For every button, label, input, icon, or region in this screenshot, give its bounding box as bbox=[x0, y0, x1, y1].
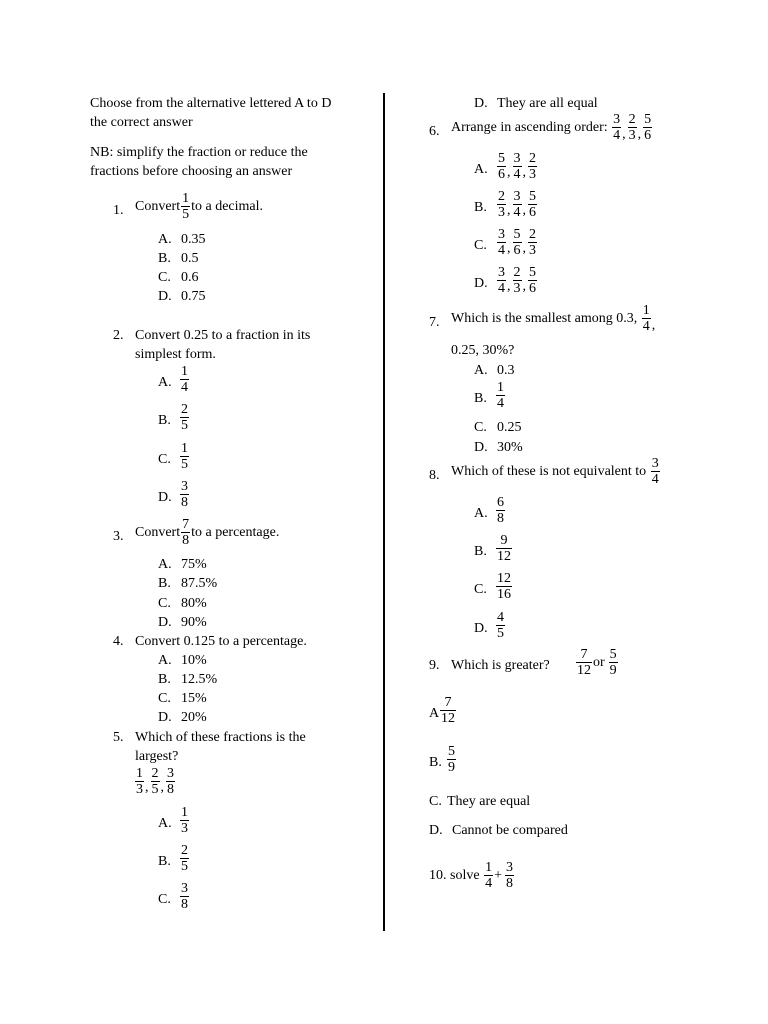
option-letter: A bbox=[429, 706, 440, 721]
question-9-text: Which is greater? bbox=[451, 658, 550, 673]
option-text: 90% bbox=[181, 615, 207, 630]
option-letter: D. bbox=[158, 615, 172, 630]
question-number: 3. bbox=[113, 529, 124, 544]
option-letter: C. bbox=[429, 794, 442, 809]
option-fraction: $\frac{2}{5}$ bbox=[181, 402, 188, 433]
nb-note-line: fractions before choosing an answer bbox=[90, 164, 293, 179]
option-letter: B. bbox=[158, 854, 171, 869]
option-letter: A. bbox=[158, 816, 172, 831]
option-letter: B. bbox=[158, 251, 171, 266]
fraction: $\frac{1}{5}$ bbox=[182, 191, 190, 222]
option-fraction-list: $\frac{2}{3}$ , $\frac{3}{4}$ , $\frac{5}{6}$ bbox=[498, 189, 536, 220]
option-text: 20% bbox=[181, 710, 207, 725]
option-letter: B. bbox=[429, 755, 442, 770]
option-letter: A. bbox=[474, 363, 488, 378]
option-letter: A. bbox=[158, 653, 172, 668]
option-letter: C. bbox=[158, 270, 171, 285]
question-number: 9. bbox=[429, 658, 440, 673]
option-text: 0.25 bbox=[497, 420, 522, 435]
option-letter: B. bbox=[474, 391, 487, 406]
option-text: 15% bbox=[181, 691, 207, 706]
question-number: 2. bbox=[113, 328, 124, 343]
question-number: 5. bbox=[113, 730, 124, 745]
question-4-text: Convert 0.125 to a percentage. bbox=[135, 634, 307, 649]
option-fraction: $\frac{12}{16}$ bbox=[497, 571, 511, 602]
option-fraction: $\frac{1}{5}$ bbox=[181, 441, 188, 472]
question-5-text: largest? bbox=[135, 749, 179, 764]
option-letter: D. bbox=[158, 289, 172, 304]
option-text: 12.5% bbox=[181, 672, 218, 687]
option-letter: A. bbox=[474, 506, 488, 521]
option-fraction: $\frac{6}{8}$ bbox=[497, 495, 504, 526]
option-letter: B. bbox=[474, 544, 487, 559]
option-letter: C. bbox=[158, 452, 171, 467]
option-letter: C. bbox=[158, 596, 171, 611]
question-1-text: Convert $\frac{1}{5}$ to a decimal. bbox=[135, 191, 264, 222]
option-fraction: $\frac{7}{12}$ bbox=[441, 695, 455, 726]
option-letter: D. bbox=[474, 96, 488, 111]
question-10-text: 10. solve $\frac{1}{4}$ + $\frac{3}{8}$ bbox=[429, 860, 513, 891]
option-letter: A. bbox=[158, 232, 172, 247]
question-3-text: Convert $\frac{7}{8}$ to a percentage. bbox=[135, 517, 280, 548]
option-fraction: $\frac{1}{3}$ bbox=[181, 805, 188, 836]
question-2-text: Convert 0.25 to a fraction in its bbox=[135, 328, 311, 343]
question-9-fractions: $\frac{7}{12}$ or $\frac{5}{9}$ bbox=[577, 647, 617, 678]
option-letter: D. bbox=[158, 490, 172, 505]
option-text: 10% bbox=[181, 653, 207, 668]
option-fraction: $\frac{1}{4}$ bbox=[181, 364, 188, 395]
question-number: 1. bbox=[113, 203, 124, 218]
option-text: 0.75 bbox=[181, 289, 206, 304]
option-fraction: $\frac{1}{4}$ bbox=[497, 380, 504, 411]
instruction-line: Choose from the alternative lettered A to D bbox=[90, 96, 332, 111]
question-number: 6. bbox=[429, 124, 440, 139]
question-2-text: simplest form. bbox=[135, 347, 216, 362]
option-letter: D. bbox=[474, 621, 488, 636]
option-fraction: $\frac{2}{5}$ bbox=[181, 843, 188, 874]
option-letter: C. bbox=[474, 582, 487, 597]
option-text: 0.3 bbox=[497, 363, 515, 378]
option-letter: B. bbox=[474, 200, 487, 215]
question-7-text: Which is the smallest among 0.3, $\frac{1}{4}$ , bbox=[451, 303, 656, 334]
option-letter: A. bbox=[474, 162, 488, 177]
option-fraction: $\frac{5}{9}$ bbox=[448, 744, 455, 775]
option-letter: C. bbox=[158, 691, 171, 706]
fraction-list: $\frac{1}{3}$ , $\frac{2}{5}$ , $\frac{3}{8}$ bbox=[136, 766, 174, 797]
option-text: 87.5% bbox=[181, 576, 218, 591]
option-text: They are equal bbox=[447, 794, 531, 809]
option-letter: B. bbox=[158, 672, 171, 687]
option-text: They are all equal bbox=[497, 96, 598, 111]
option-letter: C. bbox=[474, 420, 487, 435]
option-text: 30% bbox=[497, 440, 523, 455]
option-letter: D. bbox=[158, 710, 172, 725]
option-letter: D. bbox=[474, 276, 488, 291]
option-text: 80% bbox=[181, 596, 207, 611]
column-divider bbox=[383, 93, 385, 931]
option-letter: B. bbox=[158, 576, 171, 591]
fraction: $\frac{7}{8}$ bbox=[182, 517, 190, 548]
option-letter: A. bbox=[158, 557, 172, 572]
option-text: 0.6 bbox=[181, 270, 199, 285]
option-fraction-list: $\frac{3}{4}$ , $\frac{2}{3}$ , $\frac{5}{6}$ bbox=[498, 265, 536, 296]
question-number: 8. bbox=[429, 468, 440, 483]
option-fraction-list: $\frac{3}{4}$ , $\frac{5}{6}$ , $\frac{2}{3}$ bbox=[498, 227, 536, 258]
question-number: 7. bbox=[429, 315, 440, 330]
option-fraction: $\frac{4}{5}$ bbox=[497, 610, 504, 641]
option-letter: D. bbox=[429, 823, 443, 838]
question-8-text: Which of these is not equivalent to $\frac{3}{4}$ bbox=[451, 456, 659, 487]
option-fraction: $\frac{3}{8}$ bbox=[181, 881, 188, 912]
option-fraction-list: $\frac{5}{6}$ , $\frac{3}{4}$ , $\frac{2}{3}$ bbox=[498, 151, 536, 182]
option-letter: C. bbox=[474, 238, 487, 253]
question-number: 4. bbox=[113, 634, 124, 649]
option-text: Cannot be compared bbox=[452, 823, 568, 838]
question-6-text: Arrange in ascending order: $\frac{3}{4}$ , $\frac{2}{3}$ , $\frac{5}{6}$ bbox=[451, 112, 652, 143]
option-text: 75% bbox=[181, 557, 207, 572]
option-letter: D. bbox=[474, 440, 488, 455]
option-text: 0.35 bbox=[181, 232, 206, 247]
question-7-text: 0.25, 30%? bbox=[451, 343, 515, 358]
option-fraction: $\frac{9}{12}$ bbox=[497, 533, 511, 564]
question-5-text: Which of these fractions is the bbox=[135, 730, 306, 745]
instruction-line: the correct answer bbox=[90, 115, 193, 130]
option-fraction: $\frac{3}{8}$ bbox=[181, 479, 188, 510]
option-letter: A. bbox=[158, 375, 172, 390]
option-letter: C. bbox=[158, 892, 171, 907]
option-letter: B. bbox=[158, 413, 171, 428]
option-text: 0.5 bbox=[181, 251, 199, 266]
nb-note-line: NB: simplify the fraction or reduce the bbox=[90, 145, 308, 160]
